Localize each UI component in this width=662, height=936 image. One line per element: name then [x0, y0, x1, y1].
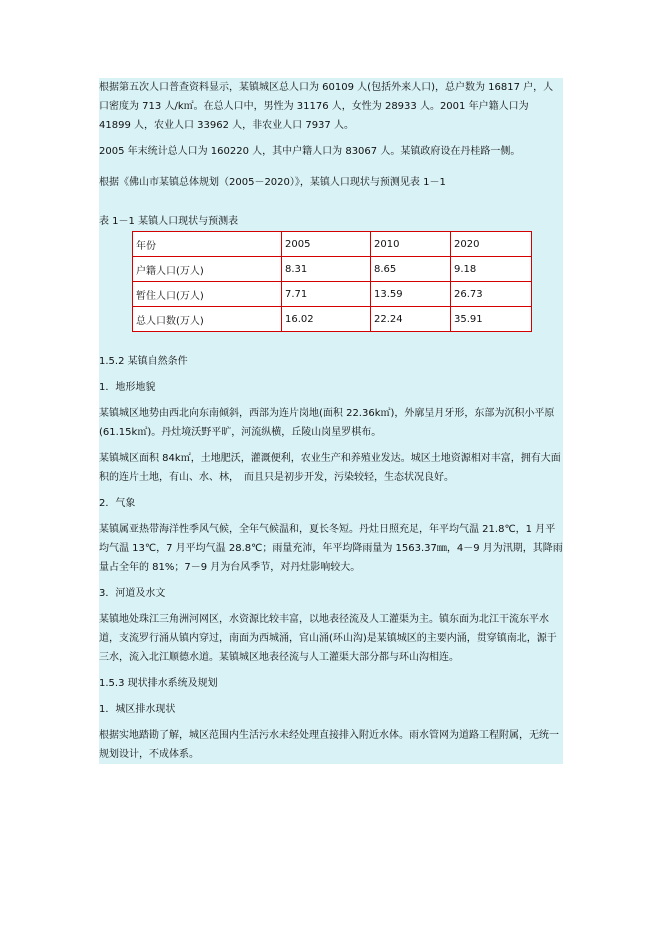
table-cell: 9.18 — [451, 257, 532, 282]
table-row — [133, 257, 532, 282]
subheading-climate: 2．气象 — [99, 498, 136, 509]
header-cell-year: 年份 — [133, 232, 282, 257]
row-label: 总人口数(万人) — [133, 307, 282, 332]
row-label: 暂住人口(万人) — [133, 282, 282, 307]
table-header-row — [133, 232, 532, 257]
terrain-paragraph-2: 某镇城区面积 84k㎡，土地肥沃，灌溉便利，农业生产和养殖业发达。城区土地资源相对丰富，拥有大面积的连片土地，有山、水、林， 而且只是初步开发，污染较轻，生态状况良好。 — [99, 453, 561, 483]
header-cell-2010: 2010 — [371, 232, 451, 257]
table-cell: 35.91 — [451, 307, 532, 332]
subheading-terrain: 1．地形地貌 — [99, 382, 156, 393]
population-table — [132, 231, 532, 332]
table-row — [133, 282, 532, 307]
section-heading-natural-conditions: 1.5.2 某镇自然条件 — [99, 356, 188, 367]
header-cell-2005: 2005 — [282, 232, 371, 257]
table-cell: 8.31 — [282, 257, 371, 282]
statistics-paragraph: 2005 年末统计总人口为 160220 人，其中户籍人口为 83067 人。某镇政府设在丹桂路一侧。 — [99, 146, 521, 157]
table-row — [133, 307, 532, 332]
table-cell: 13.59 — [371, 282, 451, 307]
climate-paragraph: 某镇属亚热带海洋性季风气候，全年气候温和，夏长冬短。丹灶日照充足，年平均气温 21.8℃，1 月平均气温 13℃，7 月平均气温 28.8℃；雨量充沛，年平均降雨量为 1563.37㎜，4－9 月为汛期，其降雨量占全年的 81%；7－9 月为台风季节，对丹灶影响较大。 — [99, 524, 563, 573]
subheading-drainage-status: 1．城区排水现状 — [99, 704, 176, 715]
census-paragraph: 根据第五次人口普查资料显示，某镇城区总人口为 60109 人(包括外来人口)，总户数为 16817 户，人口密度为 713 人/k㎡。在总人口中，男性为 31176 人，女性为 28933 人。2001 年户籍人口为 41899 人，农业人口 33962 人，非农业人口 7937 人。 — [99, 82, 554, 131]
row-label: 户籍人口(万人) — [133, 257, 282, 282]
table-cell: 8.65 — [371, 257, 451, 282]
rivers-paragraph: 某镇地处珠江三角洲河网区，水资源比较丰富，以地表径流及人工灌渠为主。镇东面为北江干流东平水道，支流罗行涌从镇内穿过，南面为西城涌，官山涌(环山沟)是某镇城区的主要内涌，贯穿镇南北，源于三水，流入北江顺德水道。某镇城区地表径流与人工灌渠大部分都与环山沟相连。 — [99, 614, 557, 663]
section-heading-drainage: 1.5.3 现状排水系统及规划 — [99, 678, 218, 689]
table-cell: 22.24 — [371, 307, 451, 332]
drainage-paragraph: 根据实地踏勘了解，城区范围内生活污水未经处理直接排入附近水体。雨水管网为道路工程附属，无统一规划设计，不成体系。 — [99, 730, 559, 760]
table-cell: 7.71 — [282, 282, 371, 307]
table-cell: 16.02 — [282, 307, 371, 332]
terrain-paragraph-1: 某镇城区地势由西北向东南倾斜，西部为连片岗地(面积 22.36k㎡)，外廓呈月牙形，东部为沉积小平原(61.15k㎡)。丹灶境沃野平旷，河流纵横，丘陵山岗星罗棋布。 — [99, 408, 555, 438]
table-caption: 表 1－1 某镇人口现状与预测表 — [99, 216, 239, 227]
document-body — [99, 78, 563, 764]
intro-band — [99, 78, 563, 764]
plan-reference-paragraph: 根据《佛山市某镇总体规划（2005－2020）》，某镇人口现状与预测见表 1－1 — [99, 177, 446, 188]
subheading-rivers: 3．河道及水文 — [99, 588, 166, 599]
table-cell: 26.73 — [451, 282, 532, 307]
header-cell-2020: 2020 — [451, 232, 532, 257]
